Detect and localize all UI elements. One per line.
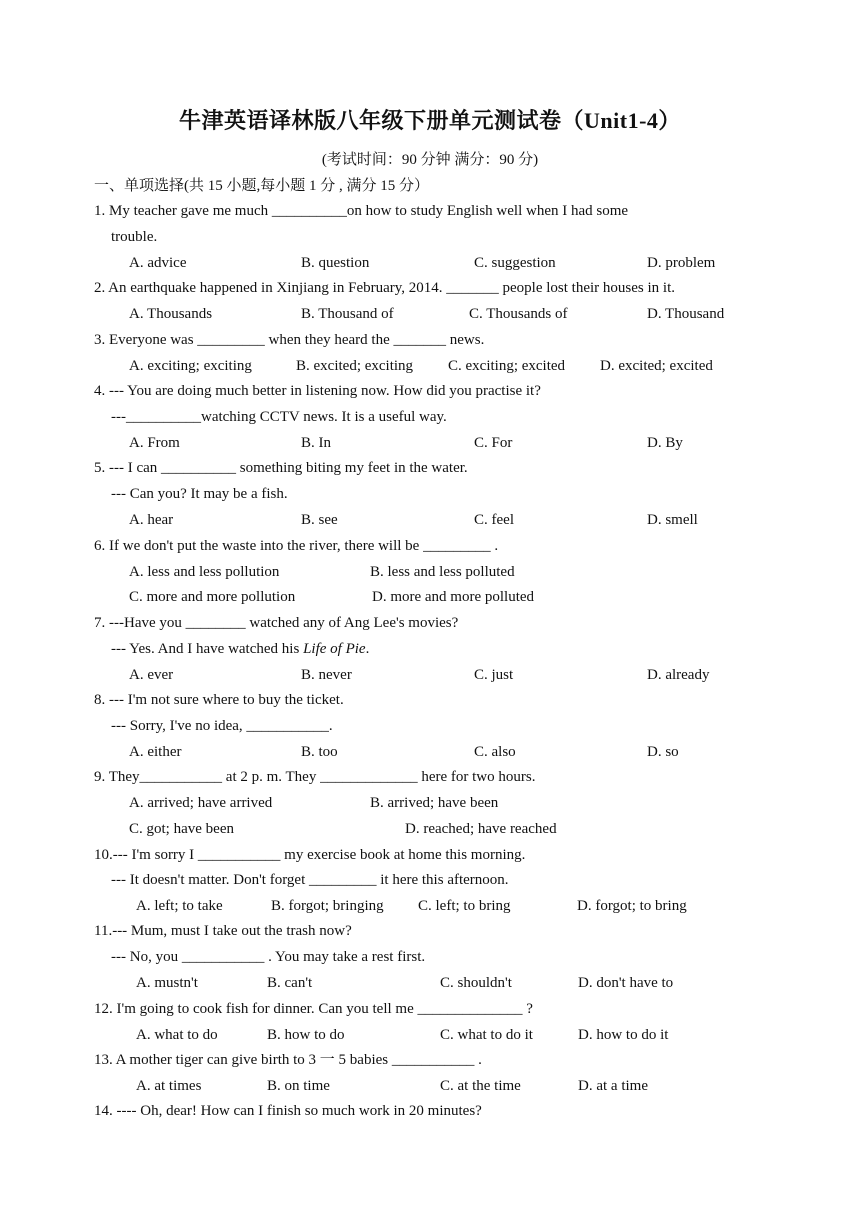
option-d: D. problem	[647, 255, 716, 271]
option-a: A. hear	[129, 512, 174, 528]
page-title: 牛津英语译林版八年级下册单元测试卷（Unit1-4）	[179, 108, 681, 133]
option-b: B. Thousand of	[301, 306, 394, 322]
option-a: A. left; to take	[136, 898, 223, 914]
option-c: C. got; have been	[129, 821, 234, 837]
option-c: C. just	[474, 667, 514, 683]
option-b: B. can't	[267, 975, 313, 991]
option-a: A. Thousands	[129, 306, 213, 322]
option-c: C. shouldn't	[440, 975, 512, 991]
option-d: D. smell	[647, 512, 698, 528]
question-stem: 7. ---Have you ________ watched any of Ang Lee's movies?	[94, 615, 459, 631]
question-stem-cont: ---__________watching CCTV news. It is a useful way.	[111, 409, 447, 425]
question-stem-cont	[111, 639, 369, 659]
option-c: C. suggestion	[474, 255, 556, 271]
option-d: D. forgot; to bring	[577, 898, 687, 914]
question-stem-cont: --- No, you ___________ . You may take a rest first.	[111, 949, 426, 965]
option-a: A. exciting; exciting	[129, 358, 252, 374]
option-c: C. also	[474, 744, 516, 760]
option-a: A. either	[129, 744, 182, 760]
question-stem: 12. I'm going to cook fish for dinner. Can you tell me ______________ ?	[94, 1001, 533, 1017]
option-a: A. less and less pollution	[129, 564, 280, 580]
movie-title: Life of Pie	[303, 641, 366, 657]
question-stem-cont: trouble.	[111, 229, 158, 245]
option-a: A. at times	[136, 1078, 202, 1094]
section-heading: 一、单项选择(共 15 小题,每小题 1 分 , 满分 15 分）	[94, 178, 429, 194]
option-b: B. less and less polluted	[370, 564, 515, 580]
option-c: C. For	[474, 435, 513, 451]
question-stem: 3. Everyone was _________ when they heard the _______ news.	[94, 332, 485, 348]
question-stem: 6. If we don't put the waste into the river, there will be _________ .	[94, 538, 499, 554]
question-stem: 13. A mother tiger can give birth to 3 一 5 babies ___________ .	[94, 1052, 482, 1068]
option-a: A. ever	[129, 667, 174, 683]
option-b: B. never	[301, 667, 352, 683]
question-stem: 5. --- I can __________ something biting my feet in the water.	[94, 460, 468, 476]
question-stem: 4. --- You are doing much better in listening now. How did you practise it?	[94, 383, 541, 399]
question-stem: 1. My teacher gave me much __________on how to study English well when I had some	[94, 203, 629, 219]
option-b: B. arrived; have been	[370, 795, 499, 811]
option-d: D. so	[647, 744, 679, 760]
question-stem: 11.--- Mum, must I take out the trash now?	[94, 923, 352, 939]
option-d: D. more and more polluted	[372, 589, 535, 605]
question-stem-cont: --- Sorry, I've no idea, ___________.	[111, 718, 333, 734]
option-d: D. Thousand	[647, 306, 725, 322]
option-d: D. By	[647, 435, 683, 451]
option-d: D. already	[647, 667, 710, 683]
option-c: C. more and more pollution	[129, 589, 296, 605]
question-stem: 8. --- I'm not sure where to buy the ticket.	[94, 692, 344, 708]
option-d: D. don't have to	[578, 975, 674, 991]
option-a: A. arrived; have arrived	[129, 795, 273, 811]
question-stem: 14. ---- Oh, dear! How can I finish so much work in 20 minutes?	[94, 1103, 482, 1119]
option-c: C. exciting; excited	[448, 358, 566, 374]
question-stem: 2. An earthquake happened in Xinjiang in February, 2014. _______ people lost their houses in it.	[94, 280, 676, 296]
option-b: B. see	[301, 512, 338, 528]
option-b: B. on time	[267, 1078, 330, 1094]
option-b: B. too	[301, 744, 338, 760]
option-a: A. advice	[129, 255, 187, 271]
stem-text: --- Yes. And I have watched his	[111, 641, 304, 657]
option-b: B. question	[301, 255, 370, 271]
option-d: D. excited; excited	[600, 358, 713, 374]
option-a: A. mustn't	[136, 975, 198, 991]
option-b: B. In	[301, 435, 331, 451]
option-c: C. at the time	[440, 1078, 521, 1094]
question-stem: 9. They___________ at 2 p. m. They _____________ here for two hours.	[94, 769, 536, 785]
question-stem-cont: --- It doesn't matter. Don't forget _________ it here this afternoon.	[111, 872, 509, 888]
question-stem-cont: --- Can you? It may be a fish.	[111, 486, 288, 502]
option-d: D. how to do it	[578, 1027, 669, 1043]
option-d: D. reached; have reached	[405, 821, 557, 837]
option-a: A. what to do	[136, 1027, 218, 1043]
option-d: D. at a time	[578, 1078, 648, 1094]
option-b: B. excited; exciting	[296, 358, 414, 374]
option-b: B. forgot; bringing	[271, 898, 384, 914]
question-stem: 10.--- I'm sorry I ___________ my exercise book at home this morning.	[94, 847, 526, 863]
stem-period: .	[365, 641, 370, 657]
option-b: B. how to do	[267, 1027, 345, 1043]
option-c: C. feel	[474, 512, 514, 528]
exam-info: (考试时间：90 分钟 满分：90 分)	[321, 152, 539, 168]
option-a: A. From	[129, 435, 180, 451]
option-c: C. what to do it	[440, 1027, 533, 1043]
option-c: C. Thousands of	[469, 306, 568, 322]
option-c: C. left; to bring	[418, 898, 511, 914]
